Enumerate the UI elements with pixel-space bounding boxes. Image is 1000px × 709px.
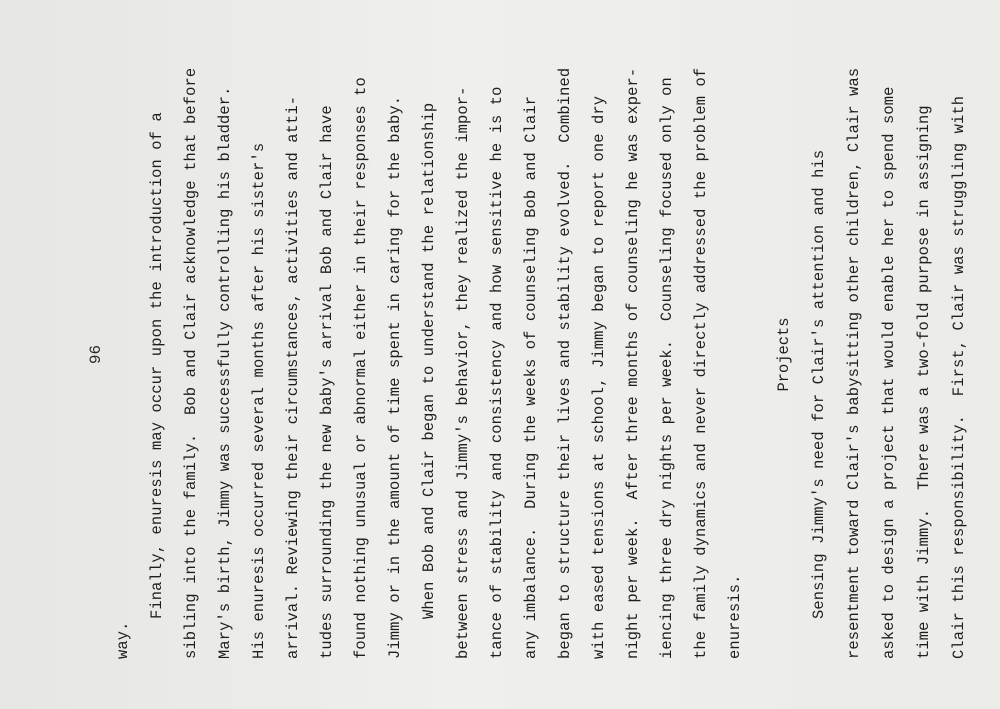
text-line: tudes surrounding the new baby's arrival Bob and Clair have [318,105,336,659]
text-line: enuresis. [726,574,744,659]
text-line: Mary's birth, Jimmy was successfully controlling his bladder. [216,86,234,659]
text-line: Sensing Jimmy's need for Clair's attention and his [810,149,828,619]
section-heading: Projects [775,317,793,392]
text-line: Clair this responsibility. First, Clair was struggling with [950,95,968,659]
text-line: resentment toward Clair's babysitting other children, Clair was [845,67,863,659]
text-line: between stress and Jimmy's behavior, they realized the impor- [454,86,472,659]
text-line: found nothing unusual or abnormal either in their responses to [352,77,370,659]
text-line: Jimmy or in the amount of time spent in caring for the baby. [386,95,404,659]
text-line: tance of stability and consistency and how sensitive he is to [488,86,506,659]
text-line: the family dynamics and never directly addressed the problem of [692,67,710,659]
text-line: When Bob and Clair began to understand the relationship [420,102,438,619]
text-line: arrival. Reviewing their circumstances, activities and atti- [284,95,302,659]
page-number: 96 [87,344,105,365]
text-line: with eased tensions at school, Jimmy began to report one dry [590,95,608,659]
text-line: way. [114,621,132,659]
text-line: any imbalance. During the weeks of counseling Bob and Clair [522,95,540,659]
text-line: sibling into the family. Bob and Clair acknowledge that before [182,67,200,659]
text-line: asked to design a project that would enable her to spend some [880,86,898,659]
text-line: His enuresis occurred several months after his sister's [250,142,268,659]
text-line: night per week. After three months of counseling he was exper- [624,67,642,659]
text-line: iencing three dry nights per week. Counseling focused only on [658,77,676,659]
text-line: Finally, enuresis may occur upon the introduction of a [148,112,166,619]
text-line: began to structure their lives and stability evolved. Combined [556,67,574,659]
text-line: time with Jimmy. There was a two-fold purpose in assigning [915,105,933,659]
